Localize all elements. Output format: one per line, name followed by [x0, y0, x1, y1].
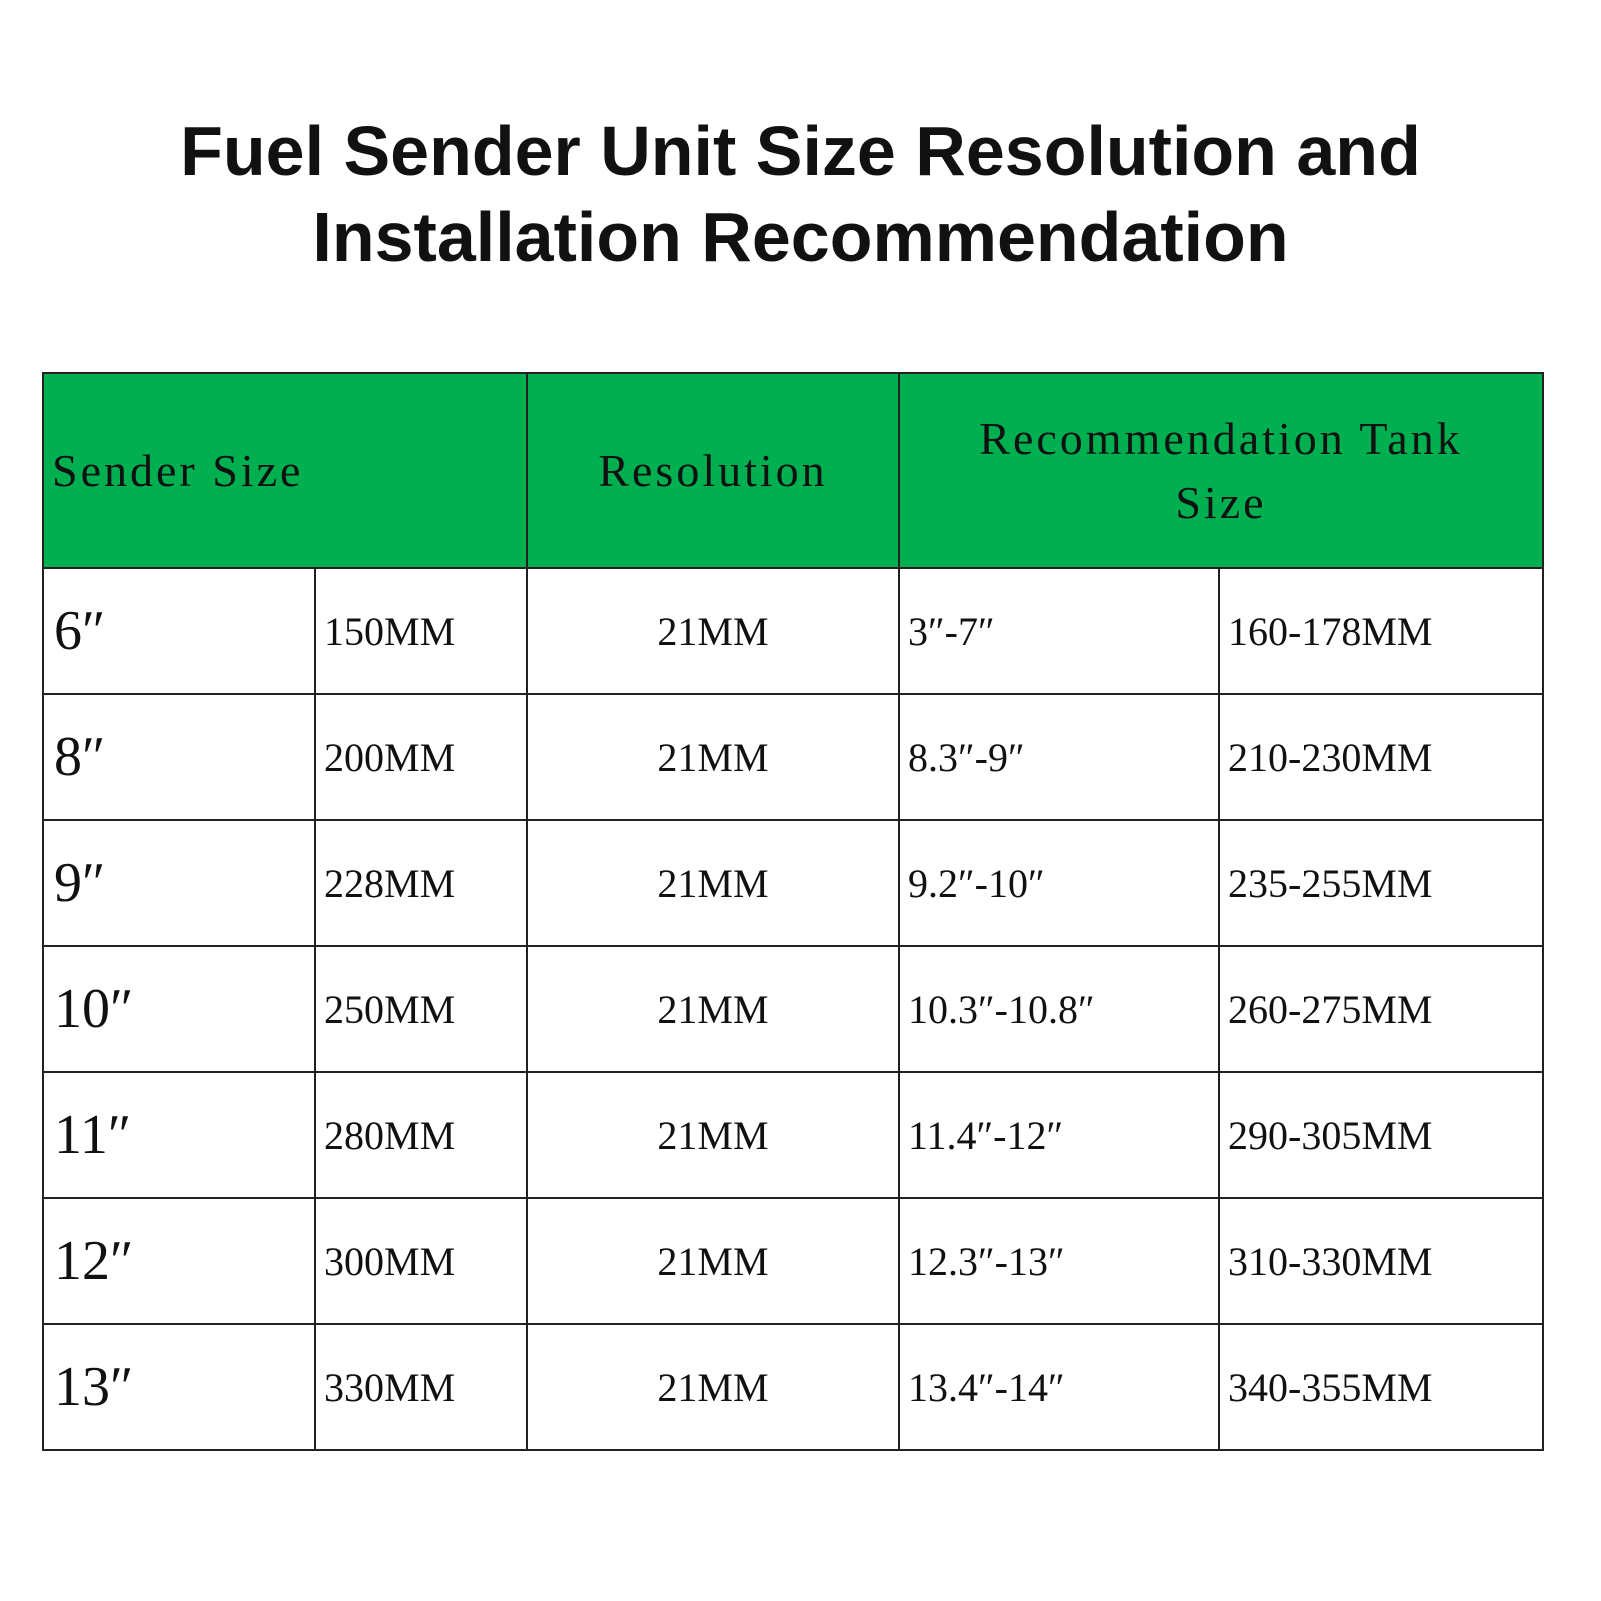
tank-size-inch-cell: 12.3″-13″ [899, 1198, 1219, 1324]
table-row [43, 1324, 1543, 1450]
resolution-cell: 21MM [527, 1324, 899, 1450]
sender-size-mm-cell: 330MM [315, 1324, 527, 1450]
page-title [0, 108, 1601, 280]
tank-size-inch-cell: 8.3″-9″ [899, 694, 1219, 820]
tank-size-inch-cell: 9.2″-10″ [899, 820, 1219, 946]
header-sender-size: Sender Size [43, 373, 527, 568]
tank-size-mm-cell: 310-330MM [1219, 1198, 1543, 1324]
resolution-cell: 21MM [527, 568, 899, 694]
sender-size-mm-cell: 250MM [315, 946, 527, 1072]
tank-size-inch-cell: 10.3″-10.8″ [899, 946, 1219, 1072]
sender-size-inch-cell: 10″ [43, 946, 315, 1072]
tank-size-mm-cell: 290-305MM [1219, 1072, 1543, 1198]
tank-size-mm-cell: 210-230MM [1219, 694, 1543, 820]
sender-size-mm-cell: 280MM [315, 1072, 527, 1198]
table-row [43, 820, 1543, 946]
header-resolution: Resolution [527, 373, 899, 568]
tank-size-mm-cell: 340-355MM [1219, 1324, 1543, 1450]
table-row [43, 694, 1543, 820]
resolution-cell: 21MM [527, 946, 899, 1072]
sender-size-inch-cell: 13″ [43, 1324, 315, 1450]
sender-size-mm-cell: 300MM [315, 1198, 527, 1324]
sender-size-inch-cell: 6″ [43, 568, 315, 694]
table-row [43, 1198, 1543, 1324]
resolution-cell: 21MM [527, 1198, 899, 1324]
sender-size-inch-cell: 12″ [43, 1198, 315, 1324]
sender-size-mm-cell: 200MM [315, 694, 527, 820]
sender-size-mm-cell: 228MM [315, 820, 527, 946]
table-row [43, 568, 1543, 694]
tank-size-mm-cell: 235-255MM [1219, 820, 1543, 946]
sender-size-inch-cell: 9″ [43, 820, 315, 946]
resolution-cell: 21MM [527, 1072, 899, 1198]
tank-size-mm-cell: 260-275MM [1219, 946, 1543, 1072]
tank-size-inch-cell: 3″-7″ [899, 568, 1219, 694]
table-row [43, 1072, 1543, 1198]
title-line-1: Fuel Sender Unit Size Resolution and [180, 112, 1421, 190]
table-row [43, 946, 1543, 1072]
tank-size-inch-cell: 13.4″-14″ [899, 1324, 1219, 1450]
sender-size-inch-cell: 8″ [43, 694, 315, 820]
table-header-row [43, 373, 1543, 568]
resolution-cell: 21MM [527, 694, 899, 820]
title-line-2: Installation Recommendation [312, 198, 1289, 276]
sender-size-inch-cell: 11″ [43, 1072, 315, 1198]
tank-size-inch-cell: 11.4″-12″ [899, 1072, 1219, 1198]
header-tank-size: Recommendation Tank Size [899, 373, 1543, 568]
resolution-cell: 21MM [527, 820, 899, 946]
sender-size-table [42, 372, 1544, 1451]
sender-size-mm-cell: 150MM [315, 568, 527, 694]
tank-size-mm-cell: 160-178MM [1219, 568, 1543, 694]
